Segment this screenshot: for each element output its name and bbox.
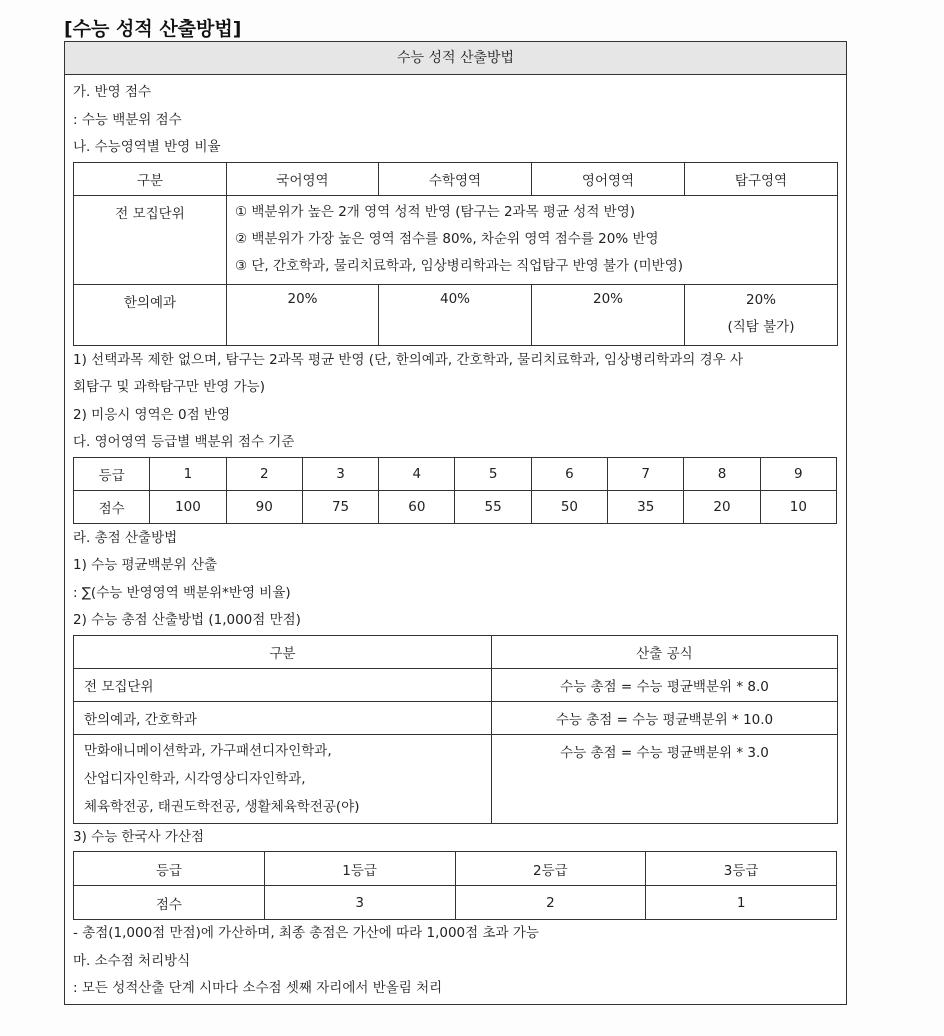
ratio-header-cell: 영어영역 xyxy=(532,162,685,195)
ratio-header-cell: 탐구영역 xyxy=(685,162,838,195)
total-score-header-row xyxy=(74,635,838,668)
section-ra-step-1-formula: : ∑(수능 반영영역 백분위*반영 비율) xyxy=(73,584,291,601)
ratio-table xyxy=(73,162,838,346)
ratio-rule-line: ① 백분위가 높은 2개 영역 성적 반영 (탐구는 2과목 평균 성적 반영) xyxy=(235,203,636,220)
total-score-header-cell: 산출 공식 xyxy=(492,635,838,668)
total-score-row xyxy=(74,734,838,823)
total-score-row xyxy=(74,668,838,701)
section-ma-text: : 모든 성적산출 단계 시마다 소수점 셋째 자리에서 반올림 처리 xyxy=(73,980,443,996)
ratio-row-label: 한의예과 xyxy=(74,284,227,345)
history-bonus-table xyxy=(73,851,837,920)
total-score-formula: 수능 총점 = 수능 평균백분위 * 10.0 xyxy=(492,701,838,734)
total-score-formula: 수능 총점 = 수능 평균백분위 * 8.0 xyxy=(492,668,838,701)
ratio-header-cell: 수학영역 xyxy=(379,162,532,195)
section-ra-step-2: 2) 수능 총점 산출방법 (1,000점 만점) xyxy=(73,612,301,628)
english-score-cell: 100 xyxy=(150,490,226,523)
total-score-table xyxy=(73,635,838,824)
total-score-formula: 수능 총점 = 수능 평균백분위 * 3.0 xyxy=(492,734,838,823)
english-grade-cell: 1 xyxy=(150,457,226,490)
ratio-table-header-row xyxy=(74,162,838,195)
english-score-cell: 35 xyxy=(608,490,684,523)
english-grade-label: 등급 xyxy=(74,457,150,490)
ratio-rule-line: ② 백분위가 가장 높은 영역 점수를 80%, 차순위 영역 점수를 20% 반영 xyxy=(235,230,659,247)
english-grade-cell: 7 xyxy=(608,457,684,490)
english-score-cell: 50 xyxy=(531,490,607,523)
english-score-cell: 20 xyxy=(684,490,760,523)
section-ra-step-3: 3) 수능 한국사 가산점 xyxy=(73,828,205,845)
ratio-rule-description xyxy=(227,195,838,284)
english-grade-row xyxy=(74,457,837,490)
total-score-header-cell: 구분 xyxy=(74,635,492,668)
section-ga-text: : 수능 백분위 점수 xyxy=(73,111,182,128)
section-ra-step-1: 1) 수능 평균백분위 산출 xyxy=(73,557,218,573)
note-line: 1) 선택과목 제한 없으며, 탐구는 2과목 평균 반영 (단, 한의예과, 간호학과, 물리치료학과, 임상병리학과의 경우 사 xyxy=(73,351,744,368)
english-score-row xyxy=(74,490,837,523)
history-header-cell: 1등급 xyxy=(264,852,455,886)
ratio-value-cell: 20% xyxy=(532,284,685,345)
english-grade-cell: 4 xyxy=(379,457,455,490)
section-na-title: 나. 수능영역별 반영 비율 xyxy=(73,139,221,155)
history-score-row xyxy=(74,886,837,920)
note-line: 회탐구 및 과학탐구만 반영 가능) xyxy=(73,379,265,395)
section-na-note-2: 2) 미응시 영역은 0점 반영 xyxy=(73,406,230,423)
english-score-cell: 75 xyxy=(302,490,378,523)
total-score-unit: 전 모집단위 xyxy=(74,668,492,701)
total-score-unit: 한의예과, 간호학과 xyxy=(74,701,492,734)
english-grade-cell: 2 xyxy=(226,457,302,490)
unit-line: 체육학전공, 태권도학전공, 생활체육학전공(야) xyxy=(84,798,360,815)
total-score-unit xyxy=(74,734,492,823)
ratio-value: 20% xyxy=(745,291,776,308)
ratio-rule-line: ③ 단, 간호학과, 물리치료학과, 임상병리학과는 직업탐구 반영 불가 (미반영) xyxy=(235,257,684,274)
section-ra-title: 라. 총점 산출방법 xyxy=(73,529,178,546)
ratio-header-cell: 구분 xyxy=(74,162,227,195)
history-score-cell: 1 xyxy=(646,886,837,920)
section-da-title: 다. 영어영역 등급별 백분위 점수 기준 xyxy=(73,434,295,450)
english-grade-cell: 5 xyxy=(455,457,531,490)
english-score-cell: 60 xyxy=(379,490,455,523)
unit-line: 산업디자인학과, 시각영상디자인학과, xyxy=(84,770,306,787)
history-score-label: 점수 xyxy=(74,886,265,920)
history-grade-row xyxy=(74,852,837,886)
history-score-cell: 2 xyxy=(455,886,646,920)
english-grade-table xyxy=(73,457,837,524)
total-score-row xyxy=(74,701,838,734)
ratio-value-cell: 20% xyxy=(227,284,379,345)
english-grade-cell: 6 xyxy=(531,457,607,490)
content-box xyxy=(64,41,847,1005)
english-grade-cell: 8 xyxy=(684,457,760,490)
english-score-cell: 10 xyxy=(760,490,836,523)
ratio-header-cell: 국어영역 xyxy=(227,162,379,195)
section-ma-title: 마. 소수점 처리방식 xyxy=(73,952,191,969)
english-score-cell: 55 xyxy=(455,490,531,523)
english-score-cell: 90 xyxy=(226,490,302,523)
ratio-value-cell xyxy=(685,284,838,345)
english-grade-cell: 3 xyxy=(302,457,378,490)
ratio-row-all-units xyxy=(74,195,838,284)
history-score-cell: 3 xyxy=(264,886,455,920)
history-header-cell: 3등급 xyxy=(646,852,837,886)
history-header-cell: 2등급 xyxy=(455,852,646,886)
history-header-cell: 등급 xyxy=(74,852,265,886)
box-header: 수능 성적 산출방법 xyxy=(65,42,846,75)
history-note: - 총점(1,000점 만점)에 가산하며, 최종 총점은 가산에 따라 1,000점 초과 가능 xyxy=(73,925,539,941)
ratio-value-note: (직탐 불가) xyxy=(727,318,795,335)
english-score-label: 점수 xyxy=(74,490,150,523)
section-na-note-1 xyxy=(73,347,838,402)
ratio-value-cell: 40% xyxy=(379,284,532,345)
ratio-row-oriental-medicine xyxy=(74,284,838,345)
english-grade-cell: 9 xyxy=(760,457,836,490)
section-ga-title: 가. 반영 점수 xyxy=(73,84,152,100)
unit-line: 만화애니메이션학과, 가구패션디자인학과, xyxy=(84,742,332,759)
page-title: [수능 성적 산출방법] xyxy=(64,18,242,40)
ratio-row-label: 전 모집단위 xyxy=(74,195,227,284)
